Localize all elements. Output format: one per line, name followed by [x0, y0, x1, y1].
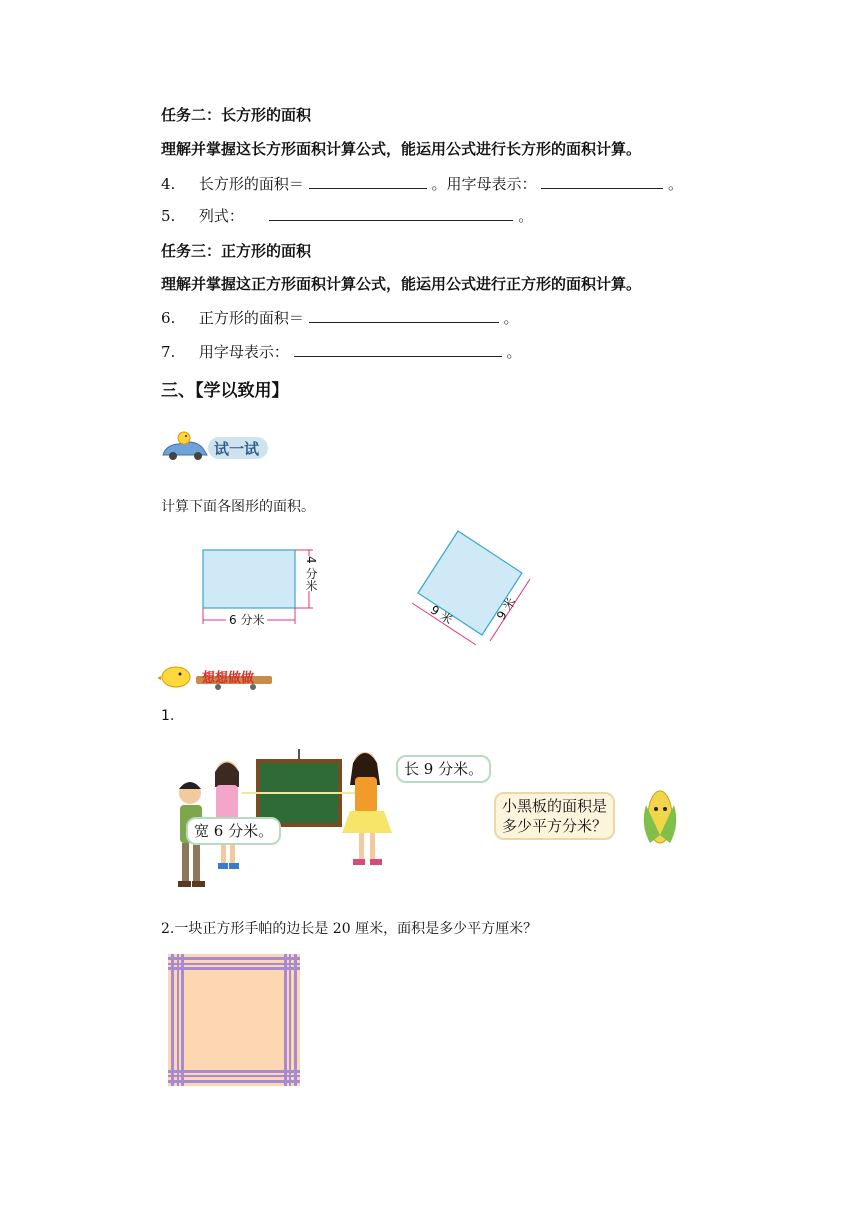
question-4-end: 。	[668, 175, 684, 193]
question-4-number: 4.	[161, 175, 176, 193]
question-5-end: 。	[518, 207, 534, 225]
square-side-label-a: 9 米	[427, 602, 456, 628]
car-icon	[163, 432, 207, 460]
girl-right-figure	[342, 752, 392, 865]
question-5-text: 列式：	[198, 207, 244, 225]
square-side-label-b: 9 米	[493, 595, 519, 623]
question-6	[161, 307, 518, 329]
speech-bubble-question-line1: 小黑板的面积是	[502, 797, 608, 815]
handkerchief-figure	[168, 954, 302, 1088]
try-it-instruction: 计算下面各图形的面积。	[161, 499, 315, 515]
square-figure	[400, 525, 550, 650]
question-7	[161, 341, 521, 363]
task3-title: 任务三：正方形的面积	[161, 242, 312, 260]
chick-icon	[158, 667, 190, 687]
answer-blank-expression[interactable]	[269, 206, 513, 221]
question-6-end: 。	[503, 309, 519, 327]
task3-goal: 理解并掌握这正方形面积计算公式，能运用公式进行正方形的面积计算。	[161, 275, 642, 293]
corn-mascot-icon	[644, 791, 677, 843]
speech-bubble-width-text: 宽 6 分米。	[194, 822, 274, 840]
question-7-end: 。	[506, 343, 522, 361]
question-1-number: 1.	[161, 708, 175, 724]
task2-title: 任务二：长方形的面积	[161, 106, 312, 124]
answer-blank-square-formula[interactable]	[294, 342, 502, 357]
question-4-mid: 。用字母表示：	[431, 175, 537, 193]
answer-blank-letter-formula[interactable]	[541, 174, 663, 189]
think-do-badge-label: 想想做做	[202, 671, 255, 686]
question-4-text: 长方形的面积＝	[198, 175, 304, 193]
rectangle-height-label: 4 分米	[304, 556, 318, 592]
question-4	[161, 173, 683, 195]
question-6-text: 正方形的面积＝	[198, 309, 304, 327]
answer-blank-square-area[interactable]	[309, 308, 499, 323]
question-7-number: 7.	[161, 343, 176, 361]
question-5-number: 5.	[161, 207, 176, 225]
answer-blank-area[interactable]	[309, 174, 427, 189]
handkerchief-shape	[168, 954, 300, 1086]
question-6-number: 6.	[161, 309, 176, 327]
speech-bubble-question	[494, 792, 615, 840]
task2-goal: 理解并掌握这长方形面积计算公式，能运用公式进行长方形的面积计算。	[161, 140, 642, 158]
question-2-text: 2.一块正方形手帕的边长是 20 厘米，面积是多少平方厘米？	[161, 921, 538, 937]
question-7-text: 用字母表示：	[198, 343, 289, 361]
rectangle-shape	[203, 550, 295, 608]
rectangle-width-label: 6 分米	[226, 611, 267, 628]
question-5	[161, 205, 533, 227]
speech-bubble-length-text: 长 9 分米。	[404, 760, 484, 778]
girl-left-figure	[212, 761, 242, 869]
try-it-badge-label: 试一试	[214, 440, 260, 458]
blackboard	[242, 749, 356, 827]
speech-bubble-width	[186, 817, 281, 845]
speech-bubble-length	[396, 755, 491, 783]
section3-title: 三、【学以致用】	[161, 381, 289, 401]
speech-bubble-question-line2: 多少平方分米？	[502, 817, 608, 835]
